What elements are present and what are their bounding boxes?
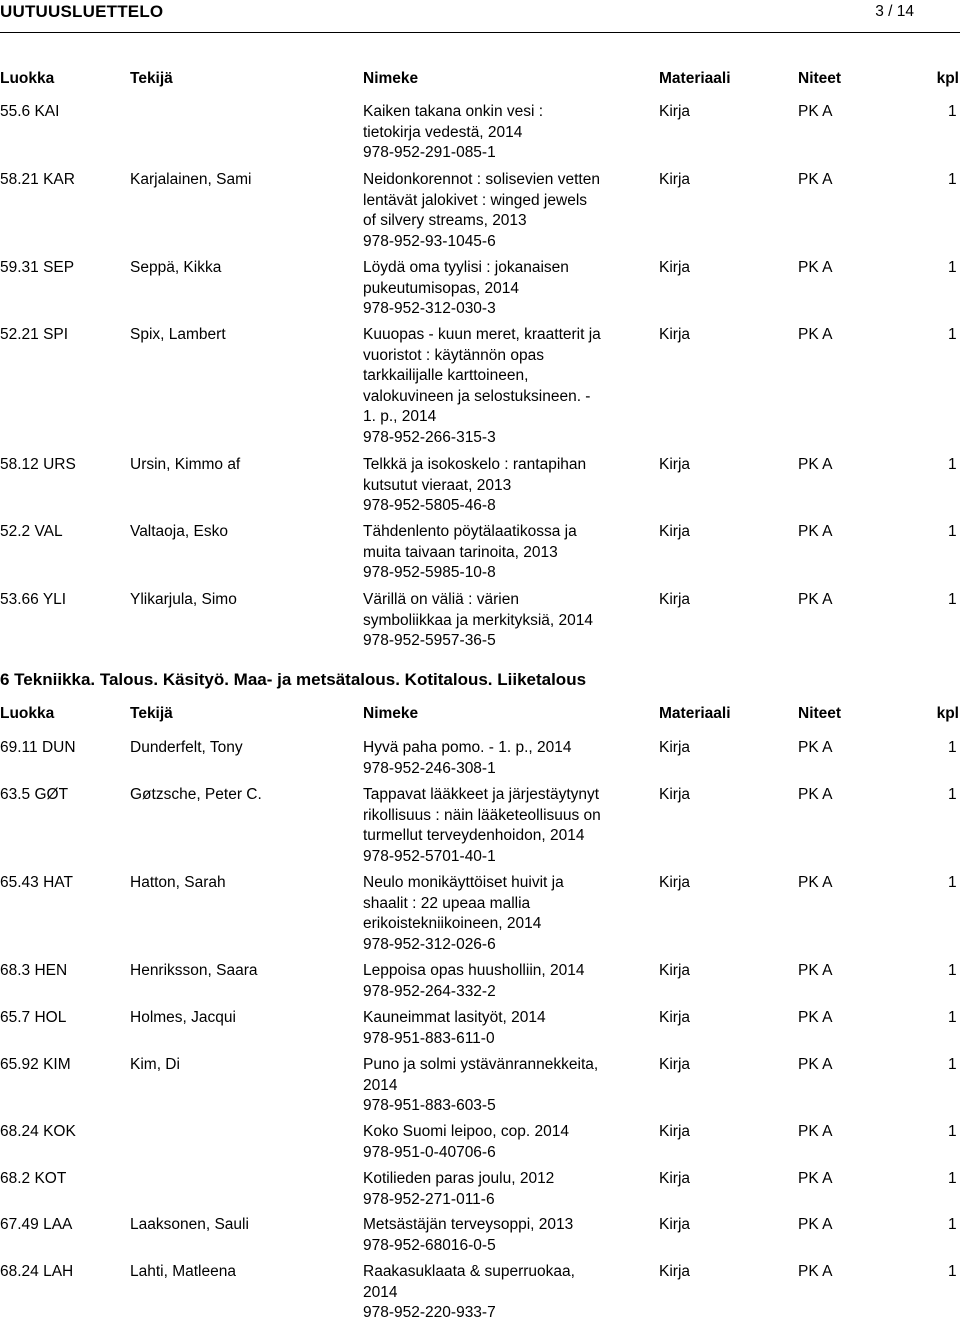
author: Holmes, Jacqui: [130, 1009, 236, 1026]
title-line: 978-952-5957-36-5: [363, 632, 496, 649]
title-cell: [363, 785, 625, 867]
column-header-materiaali: Materiaali: [659, 705, 731, 722]
copies: 1: [948, 103, 957, 120]
copies: 1: [948, 591, 957, 608]
title-cell: [363, 873, 625, 955]
material: Kirja: [659, 739, 691, 756]
copies: 1: [948, 1216, 957, 1233]
title-line: lentävät jalokivet : winged jewels: [363, 191, 588, 209]
author: Kim, Di: [130, 1056, 180, 1073]
material: Kirja: [659, 786, 691, 803]
title-line: Leppoisa opas huusholliin, 2014: [363, 962, 585, 979]
column-header-kpl: kpl: [936, 705, 959, 722]
copies: 1: [948, 1056, 957, 1073]
title-line: Koko Suomi leipoo, cop. 2014: [363, 1123, 569, 1140]
material: Kirja: [659, 456, 691, 473]
class-code: 58.21 KAR: [0, 171, 75, 188]
title-cell: [363, 258, 625, 320]
location: PK A: [798, 591, 833, 608]
author: Gøtzsche, Peter C.: [130, 786, 262, 803]
location: PK A: [798, 523, 833, 540]
title-line: Kauneimmat lasityöt, 2014: [363, 1009, 546, 1026]
title-line: rikollisuus : näin lääketeollisuus on: [363, 806, 601, 824]
copies: 1: [948, 171, 957, 188]
column-header-nimeke: Nimeke: [363, 705, 419, 722]
location: PK A: [798, 1170, 833, 1187]
material: Kirja: [659, 103, 691, 120]
material: Kirja: [659, 1056, 691, 1073]
title-line: Metsästäjän terveysoppi, 2013: [363, 1216, 574, 1233]
class-code: 59.31 SEP: [0, 259, 75, 276]
title-cell: [363, 1122, 625, 1163]
material: Kirja: [659, 259, 691, 276]
title-line: Kaiken takana onkin vesi :: [363, 103, 544, 120]
location: PK A: [798, 1263, 833, 1280]
title-cell: [363, 522, 625, 584]
copies: 1: [948, 1170, 957, 1187]
title-line: 978-952-68016-0-5: [363, 1236, 496, 1254]
title-line: Kotilieden paras joulu, 2012: [363, 1170, 555, 1187]
copies: 1: [948, 1123, 957, 1140]
class-code: 68.24 LAH: [0, 1263, 74, 1280]
material: Kirja: [659, 171, 691, 188]
location: PK A: [798, 259, 833, 276]
column-header-niteet: Niteet: [798, 705, 842, 722]
material: Kirja: [659, 962, 691, 979]
class-code: 69.11 DUN: [0, 739, 76, 756]
title-cell: [363, 102, 625, 164]
title-line: 978-952-312-030-3: [363, 300, 496, 317]
location: PK A: [798, 103, 833, 120]
title-cell: [363, 590, 625, 652]
copies: 1: [948, 739, 957, 756]
author: Lahti, Matleena: [130, 1263, 236, 1280]
title-line: tietokirja vedestä, 2014: [363, 123, 523, 141]
title-line: 978-952-246-308-1: [363, 759, 496, 777]
class-code: 53.66 YLI: [0, 591, 67, 608]
column-header-niteet: Niteet: [798, 70, 842, 87]
title-line: 978-952-5701-40-1: [363, 847, 496, 865]
title-line: valokuvineen ja selostuksineen. -: [363, 387, 591, 405]
section2-column-header: [0, 705, 960, 727]
title-line: symboliikkaa ja merkityksiä, 2014: [363, 611, 594, 629]
location: PK A: [798, 1216, 833, 1233]
column-header-materiaali: Materiaali: [659, 70, 731, 87]
material: Kirja: [659, 523, 691, 540]
title-line: Tähdenlento pöytälaatikossa ja: [363, 523, 577, 540]
author: Henriksson, Saara: [130, 962, 258, 979]
title-line: vuoristot : käytännön opas: [363, 346, 544, 364]
title-line: pukeutumisopas, 2014: [363, 279, 519, 297]
section1-column-header: [0, 70, 960, 92]
section-title: 6 Tekniikka. Talous. Käsityö. Maa- ja metsätalous. Kotitalous. Liiketalous: [0, 670, 587, 689]
catalog-title: UUTUUSLUETTELO: [0, 2, 164, 21]
title-line: 2014: [363, 1076, 398, 1094]
column-header-kpl: kpl: [936, 70, 959, 87]
title-line: 978-952-5985-10-8: [363, 564, 496, 581]
location: PK A: [798, 1009, 833, 1026]
column-header-luokka: Luokka: [0, 70, 55, 87]
title-line: 978-952-271-011-6: [363, 1190, 495, 1208]
title-cell: [363, 961, 625, 1002]
title-line: Neulo monikäyttöiset huivit ja: [363, 874, 564, 891]
title-line: 978-952-264-332-2: [363, 982, 496, 1000]
title-cell: [363, 170, 625, 252]
column-header-tekija: Tekijä: [130, 705, 173, 722]
title-line: 1. p., 2014: [363, 408, 437, 425]
title-line: shaalit : 22 upeaa mallia: [363, 894, 531, 912]
location: PK A: [798, 326, 833, 343]
title-cell: [363, 455, 625, 517]
material: Kirja: [659, 1123, 691, 1140]
material: Kirja: [659, 1263, 691, 1280]
location: PK A: [798, 456, 833, 473]
column-header-luokka: Luokka: [0, 705, 55, 722]
title-line: Tappavat lääkkeet ja järjestäytynyt: [363, 786, 600, 803]
title-line: Raakasuklaata & superruokaa,: [363, 1263, 575, 1280]
title-line: 978-951-883-603-5: [363, 1097, 496, 1114]
title-line: 978-952-291-085-1: [363, 144, 496, 161]
copies: 1: [948, 1009, 957, 1026]
copies: 1: [948, 259, 957, 276]
material: Kirja: [659, 1009, 691, 1026]
title-line: of silvery streams, 2013: [363, 212, 527, 229]
location: PK A: [798, 962, 833, 979]
title-line: erikoistekniikoineen, 2014: [363, 915, 542, 932]
title-line: 978-951-883-611-0: [363, 1029, 495, 1047]
material: Kirja: [659, 591, 691, 608]
title-line: tarkkailijalle karttoineen,: [363, 367, 529, 384]
copies: 1: [948, 456, 957, 473]
class-code: 68.2 KOT: [0, 1170, 67, 1187]
title-cell: [363, 1215, 625, 1256]
title-line: Puno ja solmi ystävänrannekkeita,: [363, 1056, 599, 1073]
title-line: Hyvä paha pomo. - 1. p., 2014: [363, 739, 572, 756]
title-line: 978-952-5805-46-8: [363, 497, 496, 514]
title-line: Neidonkorennot : solisevien vetten: [363, 171, 600, 188]
material: Kirja: [659, 1216, 691, 1233]
location: PK A: [798, 1056, 833, 1073]
title-line: Kuuopas - kuun meret, kraatterit ja: [363, 326, 601, 343]
material: Kirja: [659, 326, 691, 343]
title-line: Värillä on väliä : värien: [363, 591, 519, 608]
class-code: 55.6 KAI: [0, 103, 60, 120]
author: Karjalainen, Sami: [130, 171, 252, 188]
copies: 1: [948, 1263, 957, 1280]
title-cell: [363, 1055, 625, 1117]
author: Spix, Lambert: [130, 326, 226, 343]
title-line: 978-951-0-40706-6: [363, 1143, 496, 1161]
class-code: 65.43 HAT: [0, 874, 73, 891]
title-line: Telkkä ja isokoskelo : rantapihan: [363, 456, 587, 473]
title-line: 978-952-266-315-3: [363, 428, 496, 446]
class-code: 63.5 GØT: [0, 786, 69, 803]
copies: 1: [948, 523, 957, 540]
class-code: 67.49 LAA: [0, 1216, 73, 1233]
copies: 1: [948, 326, 957, 343]
title-line: muita taivaan tarinoita, 2013: [363, 543, 558, 561]
header-divider: [0, 32, 960, 33]
copies: 1: [948, 874, 957, 891]
location: PK A: [798, 739, 833, 756]
author: Dunderfelt, Tony: [130, 739, 243, 756]
material: Kirja: [659, 874, 691, 891]
title-line: 978-952-93-1045-6: [363, 232, 496, 250]
material: Kirja: [659, 1170, 691, 1187]
class-code: 52.2 VAL: [0, 523, 63, 540]
author: Hatton, Sarah: [130, 874, 226, 891]
class-code: 65.7 HOL: [0, 1009, 67, 1026]
title-cell: [363, 738, 625, 779]
title-line: 978-952-312-026-6: [363, 935, 496, 953]
class-code: 52.21 SPI: [0, 326, 69, 343]
class-code: 68.3 HEN: [0, 962, 68, 979]
location: PK A: [798, 171, 833, 188]
title-cell: [363, 1262, 625, 1324]
author: Valtaoja, Esko: [130, 523, 228, 540]
author: Seppä, Kikka: [130, 259, 222, 276]
column-header-nimeke: Nimeke: [363, 70, 419, 87]
author: Laaksonen, Sauli: [130, 1216, 249, 1233]
title-line: kutsutut vieraat, 2013: [363, 476, 512, 494]
title-cell: [363, 325, 625, 448]
title-line: 978-952-220-933-7: [363, 1304, 496, 1321]
location: PK A: [798, 786, 833, 803]
title-line: Löydä oma tyylisi : jokanaisen: [363, 259, 569, 276]
page-number: 3 / 14: [875, 3, 914, 20]
column-header-tekija: Tekijä: [130, 70, 173, 87]
author: Ylikarjula, Simo: [130, 591, 237, 608]
location: PK A: [798, 1123, 833, 1140]
title-cell: [363, 1008, 625, 1049]
class-code: 65.92 KIM: [0, 1056, 71, 1073]
author: Ursin, Kimmo af: [130, 456, 241, 473]
copies: 1: [948, 962, 957, 979]
copies: 1: [948, 786, 957, 803]
title-cell: [363, 1169, 625, 1210]
title-line: turmellut terveydenhoidon, 2014: [363, 827, 585, 844]
class-code: 58.12 URS: [0, 456, 76, 473]
title-line: 2014: [363, 1283, 398, 1301]
location: PK A: [798, 874, 833, 891]
class-code: 68.24 KOK: [0, 1123, 76, 1140]
